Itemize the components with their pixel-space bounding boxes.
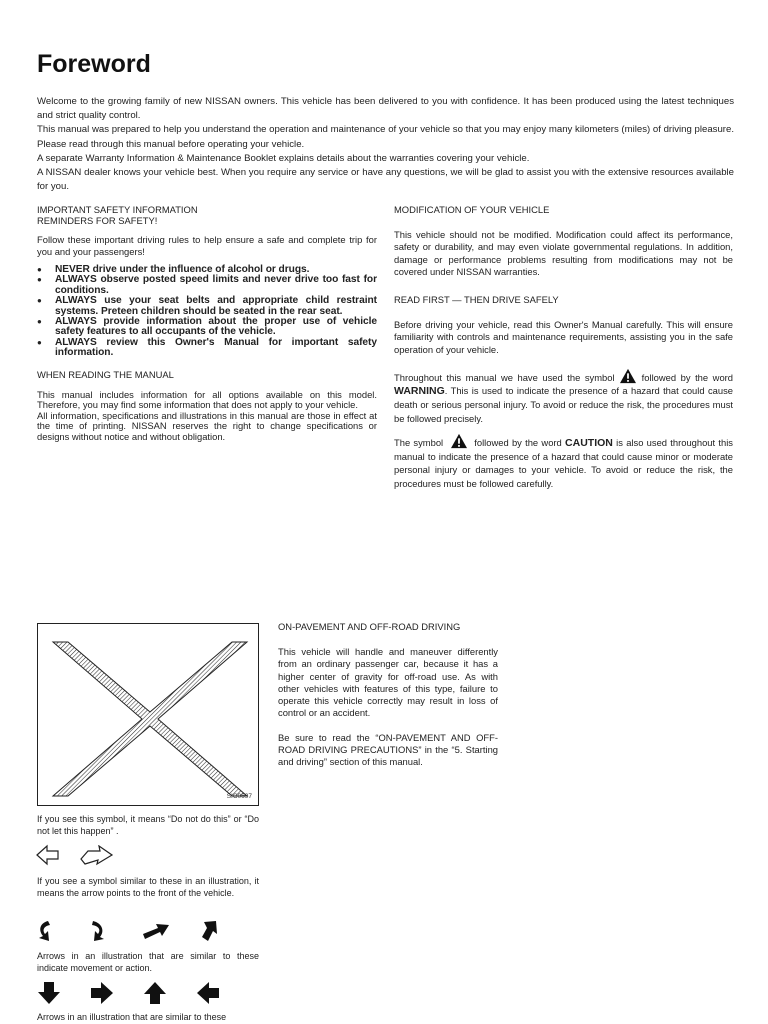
curved-arrow-icon [89, 920, 107, 942]
warning-text: followed by the word [641, 372, 733, 383]
arrows-front-caption: If you see a symbol similar to these in an illustration, it means the arrow points to the front of the vehicle. [37, 876, 259, 899]
list-item: ● ALWAYS use your seat belts and appropriate child restraint systems. Preteen children should be seated in the rear seat. [37, 296, 377, 317]
list-item: ● NEVER drive under the influence of alcohol or drugs. [37, 265, 377, 275]
left-arrow-icon [196, 981, 220, 1005]
arrows-movement-caption: Arrows in an illustration that are similar to these indicate movement or action. [37, 951, 259, 974]
offroad-heading: ON-PAVEMENT AND OFF-ROAD DRIVING [278, 621, 461, 632]
page-title: Foreword [37, 50, 151, 78]
curved-arrow-icon [36, 920, 56, 942]
list-item: ● ALWAYS provide information about the proper use of vehicle safety features to all occupants of the vehicle. [37, 317, 377, 338]
offroad-paragraph: This vehicle will handle and maneuver differently from an ordinary passenger car, because it has a higher center of gravity for off-road use. As with other vehicles with features of this type, failure to operate this vehicle correctly may result in loss of control or an accident. [278, 646, 498, 719]
front-arrow-icon [36, 844, 60, 866]
safety-rules [37, 265, 377, 359]
list-item: ● ALWAYS review this Owner's Manual for important safety information. [37, 338, 377, 359]
down-arrow-icon [37, 981, 61, 1005]
reading-body [37, 390, 377, 442]
reading-paragraph: All information, specifications and illustrations in this manual are those in effect at the time of printing. NISSAN reserves the right to change specifications or designs without notice and without obligation. [37, 409, 377, 442]
caution-text: followed by the word [474, 437, 562, 448]
caution-paragraph [394, 433, 733, 490]
intro-paragraph: A NISSAN dealer knows your vehicle best. When you require any service or have any questions, we will be glad to assist you with the extensive resources available for you. [37, 167, 734, 193]
warning-triangle-icon [450, 433, 468, 449]
caution-keyword: CAUTION [565, 437, 613, 449]
warning-triangle-icon [619, 368, 637, 384]
x-prohibit-icon [38, 624, 258, 805]
safety-lead: Follow these important driving rules to help ensure a safe and complete trip for you and your passengers! [37, 234, 377, 258]
readfirst-heading: READ FIRST — THEN DRIVE SAFELY [394, 294, 559, 305]
warning-text: Throughout this manual we have used the symbol [394, 372, 615, 383]
modification-heading: MODIFICATION OF YOUR VEHICLE [394, 204, 550, 215]
diagonal-arrow-icon [142, 922, 170, 940]
warning-paragraph [394, 368, 733, 425]
right-arrow-icon [90, 981, 114, 1005]
safety-subheading: REMINDERS FOR SAFETY! [37, 215, 158, 226]
reading-paragraph: This manual includes information for all options available on this model. Therefore, you may find some information that does not apply to your vehicle. [37, 389, 377, 411]
modification-body: This vehicle should not be modified. Modification could affect its performance, safety or durability, and may even violate governmental regulations. In addition, damage or performance problems resulting from modifications may not be covered under NISSAN warranties. [394, 229, 733, 277]
caution-text: The symbol [394, 437, 444, 448]
front-arrow-icon [80, 845, 114, 867]
intro-paragraph: Welcome to the growing family of new NISSAN owners. This vehicle has been delivered to you with confidence. It has been produced using the latest techniques and strict quality control. [37, 96, 734, 122]
caution-text: is also used throughout this manual to indicate the presence of a hazard that could cause minor or moderate personal injury or damages to your vehicle. To avoid or reduce the risk, the procedures must be followed carefully. [394, 437, 733, 489]
reading-heading: WHEN READING THE MANUAL [37, 369, 174, 380]
warning-keyword: WARNING [394, 385, 445, 398]
intro-paragraph: A separate Warranty Information & Maintenance Booklet explains details about the warranties covering your vehicle. [37, 152, 530, 164]
offroad-body [278, 646, 498, 769]
prohibit-figure [37, 623, 259, 806]
warning-text: . This is used to indicate the presence of a hazard that could cause death or serious personal injury. To avoid or reduce the risk, the procedures must be followed precisely. [394, 385, 733, 424]
list-item: ● ALWAYS observe posted speed limits and never drive too fast for conditions. [37, 275, 377, 296]
up-arrow-icon [143, 981, 167, 1005]
offroad-paragraph: Be sure to read the “ON-PAVEMENT AND OFF-ROAD DRIVING PRECAUTIONS” in the “5. Starting and driving” section of this manual. [278, 731, 498, 768]
bent-arrow-icon [200, 920, 220, 942]
intro-paragraph: This manual was prepared to help you understand the operation and maintenance of your vehicle so that you may enjoy many kilometers (miles) of driving pleasure. Please read through this manual before operating your vehicle. [37, 124, 734, 150]
intro [37, 95, 734, 194]
safety-heading: IMPORTANT SAFETY INFORMATION [37, 204, 198, 215]
figure-code: SIC0697 [226, 793, 252, 800]
readfirst-body: Before driving your vehicle, read this Owner's Manual carefully. This will ensure familiarity with controls and maintenance requirements, assisting you in the safe operation of your vehicle. [394, 319, 733, 355]
safety-section [37, 204, 377, 226]
arrows-direction-caption: Arrows in an illustration that are similar to these [37, 1012, 227, 1022]
figure-caption: If you see this symbol, it means “Do not do this” or “Do not let this happen” . [37, 814, 259, 837]
